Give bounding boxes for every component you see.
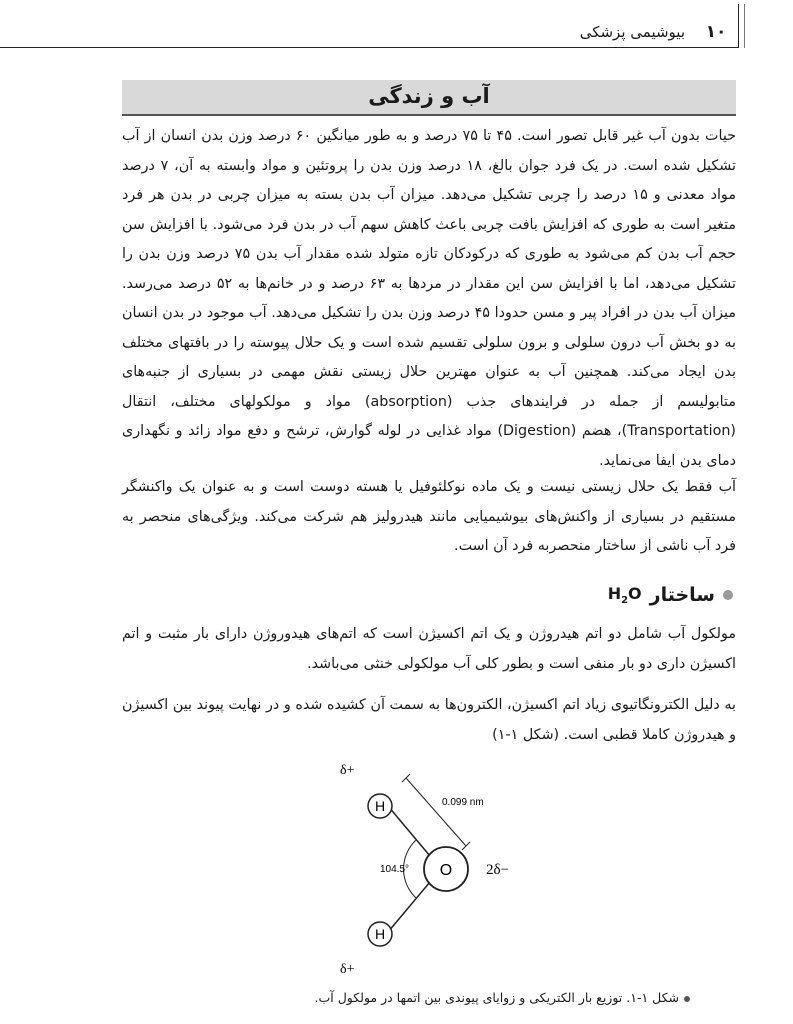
delta-minus: 2δ− (486, 862, 510, 878)
section-banner (122, 80, 736, 116)
section-title: آب و زندگی (368, 84, 490, 108)
oxygen-label: O (439, 862, 453, 879)
water-molecule-diagram (318, 758, 558, 980)
header-rule (0, 47, 738, 48)
bond-length-line (406, 778, 466, 846)
caption-text: شکل ۱-۱. توزیع بار الکتریکی و زوایای پیوندی بین اتمها در مولکول آب. (314, 990, 679, 1005)
paragraph-solvent: آب فقط یک حلال زیستی نیست و یک ماده نوکلئوفیل یا هسته دوست است و به عنوان یک واکنشگر مستقیم در بسیاری از واکنش‌های بیوشیمیایی مانند هیدرولیز هم شرکت می‌کند. ویژگی‌های منحصر به فرد آب ناشی از ساختار منحصربه فرد آن است. (122, 479, 736, 554)
header-divider (738, 4, 739, 48)
paragraph-intro: حیات بدون آب غیر قابل تصور است. ۴۵ تا ۷۵ درصد و به طور میانگین ۶۰ درصد وزن بدن انسان از آب تشکیل شده است. در یک فرد جوان بالغ، ۱۸ درصد وزن بدن را پروتئین و مواد وابسته به آن، ۷ درصد مواد معدنی و ۱۵ درصد را چربی تشکیل می‌دهد. میزان آب بدن بسته به میزان چربی در بدن هر فرد متغیر است به طوری که افزایش بافت چربی باعث کاهش سهم آب در بدن فرد می‌شود. با افزایش سن حجم آب بدن کم می‌شود به طوری که درکودکان تازه متولد شده مقدار آب بدن ۷۵ درصد وزن بدن را تشکیل می‌دهد، اما با افزایش سن این مقدار در مردها به ۶۳ درصد و در خانم‌ها به ۵۲ درصد می‌رسد. میزان آب بدن در افراد پیر و مسن حدودا ۴۵ درصد وزن بدن را تشکیل می‌دهد. آب موجود در بدن انسان به دو بخش آب درون سلولی و برون سلولی تقسیم شده است و یک حلال پیوسته را در بافتهای مختلف بدن ایجاد می‌کند. همچنین آب به عنوان مهترین حلال زیستی نقش مهمی در بسیاری از جنبه‌های متابولیسم از جمله در فرایندهای جذب (absorption) مواد و مولکولهای مختلف، انتقال (Transportation)، هضم (Digestion) مواد غذایی در لوله گوارش، ترشح و دفع مواد زائد و نگهداری دمای بدن ایفا می‌نماید. (122, 128, 736, 469)
figure-caption (270, 990, 690, 1005)
bond-angle-label: 104.5° (380, 864, 410, 875)
page-header (0, 0, 793, 50)
hydrogen-label-lower: H (374, 926, 386, 942)
subsection-heading (608, 584, 733, 606)
delta-plus-lower: δ+ (340, 962, 355, 977)
bullet-icon (723, 590, 733, 600)
water-formula: $H_2O$ (607, 584, 642, 607)
header-divider-outer (744, 4, 745, 48)
water-molecule-figure (318, 758, 558, 980)
delta-plus-upper: δ+ (340, 763, 355, 778)
hydrogen-label-upper: H (374, 798, 386, 814)
bond-length-label: 0.099 nm (442, 797, 484, 808)
paragraph-structure: مولکول آب شامل دو اتم هیدروژن و یک اتم اکسیژن است که اتم‌های هیدوروژن دارای بار مثبت و اتم اکسیژن داری دو بار منفی است و بطور کلی آب مولکولی خنثی می‌باشد. (122, 626, 736, 672)
caption-bullet-icon (684, 996, 690, 1002)
paragraph-polarity: به دلیل الکترونگاتیوی زیاد اتم اکسیژن، الکترون‌ها به سمت آن کشیده شده و در نهایت پیوند بین اکسیژن و هیدروژن کاملا قطبی است. (شکل ۱-۱) (122, 697, 736, 743)
subsection-title: ساختار (649, 584, 715, 607)
page-number: ۱۰ (705, 22, 727, 42)
book-title: بیوشیمی پزشکی (579, 23, 685, 41)
